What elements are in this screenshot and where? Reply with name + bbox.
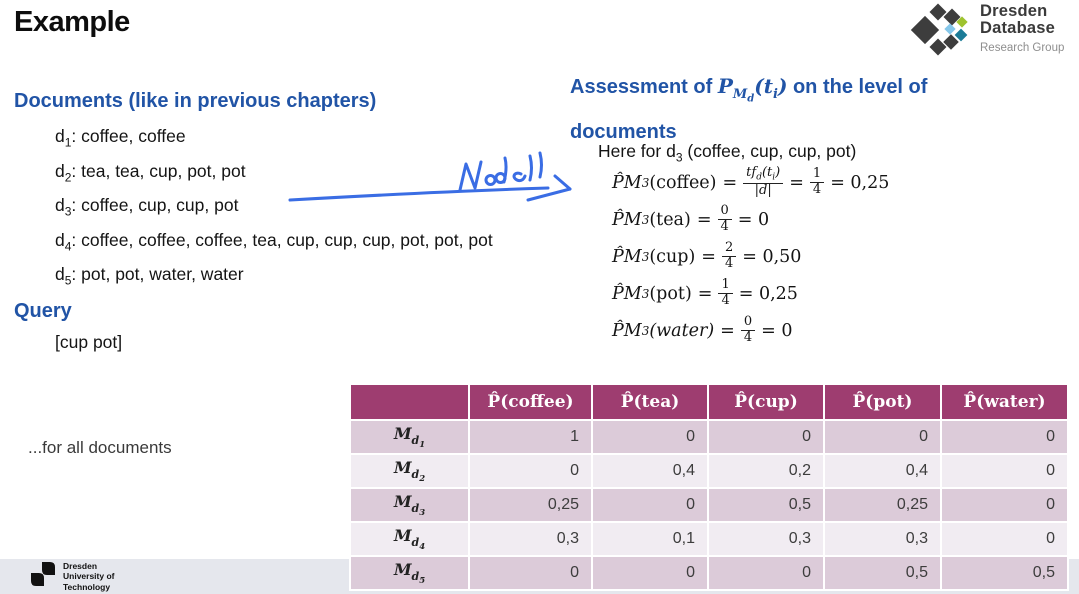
formula-coffee [612, 164, 895, 201]
probability-cell: 0 [709, 557, 823, 589]
here-for-d3-line [598, 141, 856, 165]
formula-result: = 0,25 [738, 283, 798, 304]
doc-id: d [55, 264, 65, 284]
probability-cell: 0,5 [709, 489, 823, 521]
doc-index: 2 [64, 170, 72, 184]
formula-model-index: 3 [641, 323, 650, 338]
table-head [351, 385, 1067, 419]
table-row [351, 557, 1067, 589]
probability-cell: 0 [942, 523, 1067, 555]
probability-cell: 0,3 [709, 523, 823, 555]
math-P: P [717, 74, 733, 98]
probability-cell: 0 [942, 489, 1067, 521]
brand-name-line1: Dresden [980, 2, 1048, 20]
probability-cell: 0,3 [470, 523, 591, 555]
probability-cell: 1 [470, 421, 591, 453]
tf-symbol: tf [746, 165, 757, 181]
table-row [351, 455, 1067, 487]
doc-id: d [55, 195, 65, 215]
probability-cell: 0,25 [470, 489, 591, 521]
formula-result: = 0,50 [742, 246, 802, 267]
formula-arg: (cup) [649, 246, 696, 267]
fraction-den: 4 [720, 219, 729, 234]
probability-cell: 0 [942, 455, 1067, 487]
tu-dresden-logo-icon [30, 561, 56, 592]
university-line1: Dresden [63, 561, 98, 572]
document-d5 [55, 260, 533, 295]
formula-tea [612, 201, 895, 238]
column-header: P̂(cup) [709, 385, 823, 419]
formula-lhs: P̂M [612, 172, 642, 193]
math-arg-sub: i [772, 87, 778, 102]
probability-cell: 0,5 [825, 557, 940, 589]
probability-cell: 0 [942, 421, 1067, 453]
probability-cell: 0 [470, 557, 591, 589]
assessment-heading-line2: documents [570, 120, 677, 143]
column-header: P̂(coffee) [470, 385, 591, 419]
doc-index: 4 [64, 239, 72, 253]
formula-model-index: 3 [641, 249, 650, 264]
column-header [351, 385, 468, 419]
doc-terms: : pot, pot, water, water [71, 264, 244, 284]
arrow-line [290, 188, 548, 200]
university-name [63, 561, 115, 592]
table-row [351, 489, 1067, 521]
doc-index: 1 [64, 135, 72, 150]
tf-open: (t [761, 165, 773, 181]
brand-name-line2: Database [980, 19, 1055, 38]
fraction-num: 0 [718, 204, 732, 220]
equals-sign: = [720, 320, 735, 341]
doc-terms: : coffee, coffee, coffee, tea, cup, cup, cup, pot, pot, pot [71, 229, 493, 250]
equals-sign: = [701, 246, 716, 267]
university-line2: University of [63, 571, 115, 582]
column-header: P̂(water) [942, 385, 1067, 419]
equals-sign: = [722, 172, 738, 193]
table-row [351, 523, 1067, 555]
tf-sub-d: d [756, 172, 762, 183]
probability-cell: 0 [593, 557, 707, 589]
formula-lhs: P̂M [612, 283, 642, 304]
math-arg: (t [754, 74, 773, 98]
formula-model-index: 3 [641, 175, 650, 190]
formula-arg: (tea) [649, 209, 691, 230]
value-fraction [741, 315, 755, 346]
documents-heading: Documents (like in previous chapters) [14, 90, 377, 112]
query-value: [cup pot] [55, 332, 123, 352]
diamond-grid-icon [908, 2, 972, 61]
row-label: $M_{d_2}$ [351, 455, 468, 487]
fraction-den: 4 [812, 182, 822, 197]
tf-sub-i: i [772, 172, 776, 183]
formula-arg: (water) [649, 320, 715, 341]
probability-cell: 0 [593, 489, 707, 521]
column-header: P̂(pot) [825, 385, 940, 419]
probability-cell: 0 [593, 421, 707, 453]
row-label: $M_{d_3}$ [351, 489, 468, 521]
row-label: $M_{d_5}$ [351, 557, 468, 589]
probability-cell: 0 [470, 455, 591, 487]
formula-lhs: P̂M [612, 246, 642, 267]
formula-lhs: P̂M [612, 320, 642, 341]
doc-terms: : coffee, cup, cup, pot [71, 195, 239, 215]
probability-cell: 0,5 [942, 557, 1067, 589]
probability-cell: 0,25 [825, 489, 940, 521]
value-fraction [718, 204, 732, 235]
value-fraction [722, 241, 736, 272]
fraction-num: 2 [722, 241, 736, 257]
doc-terms: : coffee, coffee [71, 126, 186, 146]
formula-cup [612, 238, 895, 275]
formula-result: = 0,25 [830, 172, 890, 193]
probability-cell: 0,4 [825, 455, 940, 487]
probability-cell: 0,3 [825, 523, 940, 555]
table-row [351, 421, 1067, 453]
fraction-num: 1 [810, 167, 824, 183]
brand-subtitle: Research Group [980, 41, 1065, 54]
row-label: $M_{d_4}$ [351, 523, 468, 555]
here-pre: Here for d [598, 141, 676, 161]
doc-index: 5 [64, 273, 72, 288]
fraction-num: 0 [741, 315, 755, 331]
value-fraction [718, 278, 732, 309]
formula-result: = 0 [737, 209, 770, 230]
math-close: ) [777, 74, 788, 98]
assessment-heading-pre: Assessment of [570, 76, 718, 98]
formula-block [612, 164, 895, 349]
formula-model-index: 3 [641, 286, 650, 301]
query-heading: Query [14, 300, 72, 322]
formula-arg: (pot) [649, 283, 692, 304]
fraction-den: 4 [743, 330, 753, 345]
probability-cell: 0,4 [593, 455, 707, 487]
formula-pot [612, 275, 895, 312]
formula-water [612, 312, 895, 349]
equals-sign: = [789, 172, 804, 193]
table-body [351, 421, 1067, 589]
probability-table [349, 383, 1069, 591]
probability-cell: 0,2 [709, 455, 823, 487]
probability-cell: 0 [825, 421, 940, 453]
probability-cell: 0 [709, 421, 823, 453]
here-post: (coffee, cup, cup, pot) [682, 141, 857, 161]
handwritten-annotation [278, 148, 598, 233]
equals-sign: = [697, 283, 713, 304]
page-title: Example [14, 6, 130, 38]
assessment-heading [570, 70, 1065, 148]
formula-lhs: P̂M [612, 209, 642, 230]
equals-sign: = [696, 209, 712, 230]
formula-arg: (coffee) [649, 172, 717, 193]
formula-model-index: 3 [641, 212, 650, 227]
doc-id: d [55, 229, 65, 250]
university-line3: Technology [63, 581, 111, 592]
row-label: $M_{d_1}$ [351, 421, 468, 453]
tf-fraction [743, 166, 783, 199]
math-sub-M: M [732, 87, 748, 102]
formula-result: = 0 [761, 320, 793, 341]
doc-id: d [55, 126, 65, 146]
for-all-documents-note: ...for all documents [28, 438, 172, 457]
dresden-database-logo [908, 2, 1064, 61]
probability-cell: 0,1 [593, 523, 707, 555]
doc-terms: : tea, tea, cup, pot, pot [71, 160, 246, 181]
fraction-num: 1 [718, 278, 732, 294]
assessment-heading-post: on the level of [787, 76, 928, 98]
here-sub: 3 [675, 150, 683, 165]
fraction-den: 4 [721, 293, 730, 308]
tf-close: ) [775, 165, 781, 181]
value-fraction [810, 167, 824, 198]
doc-index: 3 [64, 204, 72, 219]
column-header: P̂(tea) [593, 385, 707, 419]
tf-denominator: |d| [754, 183, 772, 198]
doc-id: d [55, 160, 65, 181]
math-subsub-d: d [747, 93, 755, 105]
fraction-den: 4 [724, 256, 734, 271]
